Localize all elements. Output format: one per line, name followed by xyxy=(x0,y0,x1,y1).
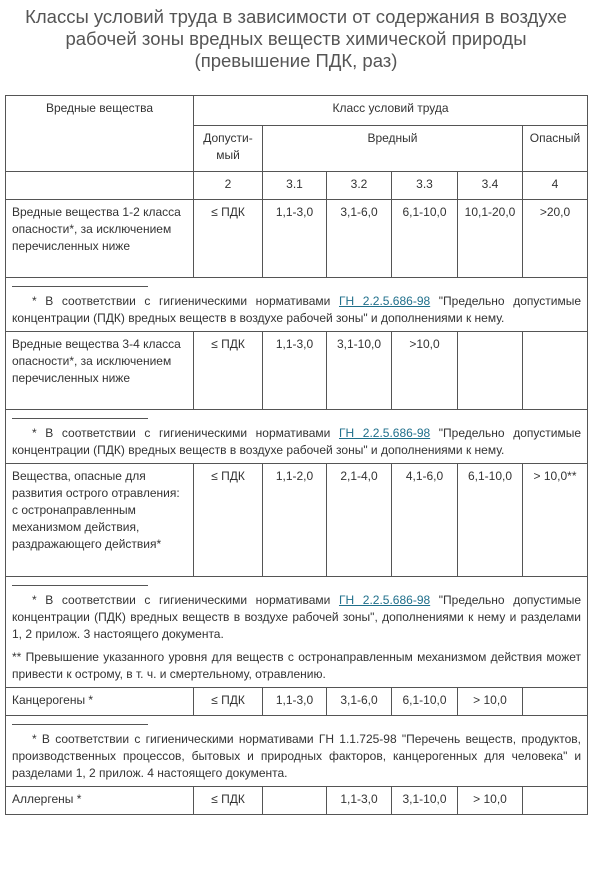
value-cell: > 10,0 xyxy=(458,787,523,815)
value-cell: > 10,0 xyxy=(458,688,523,716)
header-code: 3.4 xyxy=(458,172,523,200)
header-code: 3.2 xyxy=(327,172,392,200)
substance-name: Вещества, опасные для развития острого отравления: с остронаправленным механизмом действия, раздражающего действия* xyxy=(6,464,194,577)
value-cell: 3,1-10,0 xyxy=(327,332,392,410)
header-code: 2 xyxy=(194,172,263,200)
value-cell: ≤ ПДК xyxy=(194,464,263,577)
header-substances: Вредные вещества xyxy=(6,96,194,172)
footnote: * В соответствии с гигиеническими нормативами ГН 2.2.5.686-98 "Предельно допустимые концентрации (ПДК) вредных веществ в воздухе рабочей зоны" и дополнениями к нему. xyxy=(6,410,588,464)
table-row xyxy=(6,688,588,716)
table-row xyxy=(6,787,588,815)
value-cell: 6,1-10,0 xyxy=(458,464,523,577)
value-cell: 1,1-2,0 xyxy=(263,464,327,577)
work-conditions-table xyxy=(5,95,588,815)
footnote-row xyxy=(6,410,588,464)
header-empty xyxy=(6,172,194,200)
footnote-row xyxy=(6,577,588,688)
footnote-divider xyxy=(12,724,148,725)
value-cell xyxy=(458,332,523,410)
value-cell: ≤ ПДК xyxy=(194,200,263,278)
value-cell: 1,1-3,0 xyxy=(327,787,392,815)
header-harmful: Вредный xyxy=(263,126,523,172)
footnote-divider xyxy=(12,418,148,419)
header-code: 4 xyxy=(523,172,588,200)
footnote-row xyxy=(6,278,588,332)
title-line-3: (превышение ПДК, раз) xyxy=(194,50,398,71)
value-cell: 6,1-10,0 xyxy=(392,688,458,716)
value-cell: 1,1-3,0 xyxy=(263,200,327,278)
footnote: * В соответствии с гигиеническими нормативами ГН 2.2.5.686-98 "Предельно допустимые концентрации (ПДК) вредных веществ в воздухе рабочей зоны", дополнениями к нему и разделами 1, 2 прилож. 3 настоящего документа. ** Превышение указанного уровня для веществ с остронаправленным механизмом действия может привести к острому, в т. ч. и смертельному, отравлению. xyxy=(6,577,588,688)
value-cell: 10,1-20,0 xyxy=(458,200,523,278)
header-allowed: Допусти-мый xyxy=(194,126,263,172)
value-cell: >10,0 xyxy=(392,332,458,410)
gn-link[interactable]: ГН 2.2.5.686-98 xyxy=(338,426,431,440)
header-dangerous: Опасный xyxy=(523,126,588,172)
value-cell: > 10,0** xyxy=(523,464,588,577)
value-cell: ≤ ПДК xyxy=(194,787,263,815)
table-row xyxy=(6,332,588,410)
value-cell xyxy=(523,332,588,410)
substance-name: Вредные вещества 1-2 класса опасности*, за исключением перечисленных ниже xyxy=(6,200,194,278)
header-code: 3.1 xyxy=(263,172,327,200)
gn-link[interactable]: ГН 2.2.5.686-98 xyxy=(338,593,431,607)
value-cell: 1,1-3,0 xyxy=(263,688,327,716)
page-title xyxy=(0,0,592,72)
header-work-class: Класс условий труда xyxy=(194,96,588,126)
value-cell xyxy=(523,688,588,716)
gn-link[interactable]: ГН 2.2.5.686-98 xyxy=(338,294,431,308)
substance-name: Канцерогены * xyxy=(6,688,194,716)
header-code: 3.3 xyxy=(392,172,458,200)
title-line-1: Классы условий труда в зависимости от содержания в воздухе xyxy=(25,6,567,27)
value-cell: 3,1-6,0 xyxy=(327,688,392,716)
substance-name: Аллергены * xyxy=(6,787,194,815)
table-row xyxy=(6,200,588,278)
value-cell: 2,1-4,0 xyxy=(327,464,392,577)
value-cell: ≤ ПДК xyxy=(194,332,263,410)
footnote-divider xyxy=(12,286,148,287)
footnote-extra: ** Превышение указанного уровня для веществ с остронаправленным механизмом действия может привести к острому, в т. ч. и смертельному, отравлению. xyxy=(12,650,582,681)
value-cell: 6,1-10,0 xyxy=(392,200,458,278)
value-cell: 4,1-6,0 xyxy=(392,464,458,577)
table-row xyxy=(6,464,588,577)
title-line-2: рабочей зоны вредных веществ химической природы xyxy=(65,28,527,49)
value-cell: 1,1-3,0 xyxy=(263,332,327,410)
value-cell: ≤ ПДК xyxy=(194,688,263,716)
value-cell xyxy=(523,787,588,815)
value-cell: 3,1-10,0 xyxy=(392,787,458,815)
footnote-divider xyxy=(12,585,148,586)
footnote-row xyxy=(6,716,588,787)
value-cell: 3,1-6,0 xyxy=(327,200,392,278)
footnote: * В соответствии с гигиеническими нормативами ГН 2.2.5.686-98 "Предельно допустимые концентрации (ПДК) вредных веществ в воздухе рабочей зоны" и дополнениями к нему. xyxy=(6,278,588,332)
value-cell xyxy=(263,787,327,815)
substance-name: Вредные вещества 3-4 класса опасности*, за исключением перечисленных ниже xyxy=(6,332,194,410)
value-cell: >20,0 xyxy=(523,200,588,278)
footnote: * В соответствии с гигиеническими нормативами ГН 1.1.725-98 "Перечень веществ, продуктов, производственных процессов, бытовых и природных факторов, канцерогенных для человека" и разделами 1, 2 прилож. 4 настоящего документа. xyxy=(6,716,588,787)
